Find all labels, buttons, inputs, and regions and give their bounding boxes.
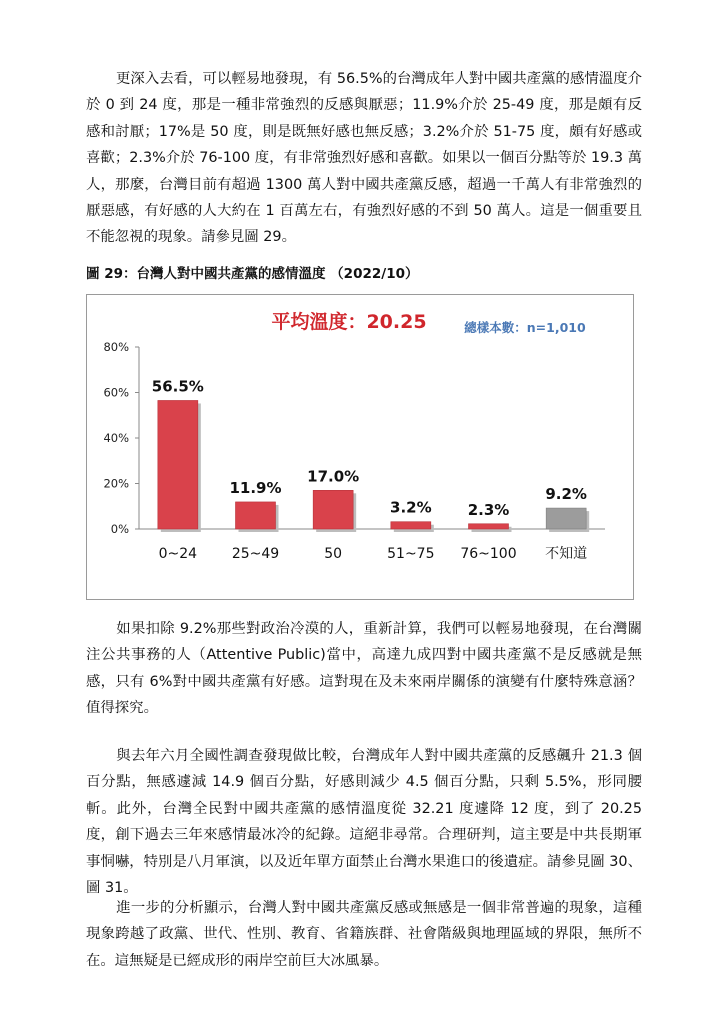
paragraph-2-text: 如果扣除 9.2%那些對政治冷漠的人，重新計算，我們可以輕易地發現，在台灣關注公共事務的人（Attentive Public)當中，高達九成四對中國共產黨不是反感就是無感，只有 6%對中國共產黨有好感。這對現在及未來兩岸關係的演變有什麼特殊意涵？值得探究。 [86,621,642,717]
bar-value-label: 11.9% [229,478,282,497]
chart-frame [86,294,634,600]
y-tick-label: 60% [103,385,129,400]
bar-3 [391,522,431,529]
paragraph-3 [86,743,642,901]
paragraph-1-text: 更深入去看，可以輕易地發現，有 56.5%的台灣成年人對中國共產黨的感情溫度介於 0 到 24 度，那是一種非常強烈的反感與厭惡；11.9%介於 25-49 度，那是頗有反感和討厭；17%是 50 度，則是既無好感也無反感；3.2%介於 51-75 度，頗有好感或喜歡；2.3%介於 76-100 度，有非常強烈好感和喜歡。如果以一個百分點等於 19.3 萬人，那麼，台灣目前有超過 1300 萬人對中國共產黨反感，超過一千萬人有非常強烈的厭惡感，有好感的人大約在 1 百萬左右，有強烈好感的不到 50 萬人。這是一個重要且不能忽視的現象。請參見圖 29。 [86,71,642,246]
x-category-label: 76~100 [460,546,517,562]
x-category-label: 0~24 [158,546,198,562]
bar-value-label: 56.5% [151,377,204,396]
paragraph-4-text: 進一步的分析顯示，台灣人對中國共產黨反感或無感是一個非常普遍的現象，這種現象跨越了政黨、世代、性別、教育、省籍族群、社會階級與地理區域的界限，無所不在。這無疑是已經成形的兩岸空前巨大冰風暴。 [86,900,642,969]
bar-value-label: 9.2% [545,485,587,504]
bar-5 [546,508,586,529]
bar-0 [158,400,198,529]
bar-chart [87,295,633,599]
figure-caption: 圖 29：台灣人對中國共產黨的感情溫度 （2022/10） [86,266,419,282]
bar-value-label: 3.2% [390,498,432,517]
bar-value-label: 17.0% [307,467,360,486]
sample-size-label: 總樣本數：n=1,010 [464,320,586,335]
y-tick-label: 20% [103,476,129,491]
x-category-label: 51~75 [387,546,435,562]
paragraph-1 [86,66,642,251]
x-category-label: 50 [324,546,343,562]
x-category-label: 25~49 [231,546,280,562]
y-tick-label: 0% [110,522,129,536]
y-tick-label: 80% [103,340,129,354]
bar-1 [236,502,276,529]
chart-title: 平均溫度：20.25 [271,311,427,333]
paragraph-3-text: 與去年六月全國性調查發現做比較，台灣成年人對中國共產黨的反感飆升 21.3 個百分點，無感遽減 14.9 個百分點，好感則減少 4.5 個百分點，只剩 5.5%，形同腰斬。此外，台灣全民對中國共產黨的感情溫度從 32.21 度遽降 12 度，到了 20.25 度，創下過去三年來感情最冰冷的紀錄。這絕非尋常。合理研判，這主要是中共長期軍事恫嚇，特別是八月軍演，以及近年單方面禁止台灣水果進口的後遺症。請參見圖 30、圖 31。 [86,748,642,897]
y-tick-label: 40% [103,431,129,445]
x-category-label: 不知道 [545,546,588,562]
bar-4 [469,524,509,529]
bar-2 [313,490,353,529]
paragraph-2 [86,616,642,722]
bar-value-label: 2.3% [467,500,510,519]
paragraph-4 [86,895,642,974]
